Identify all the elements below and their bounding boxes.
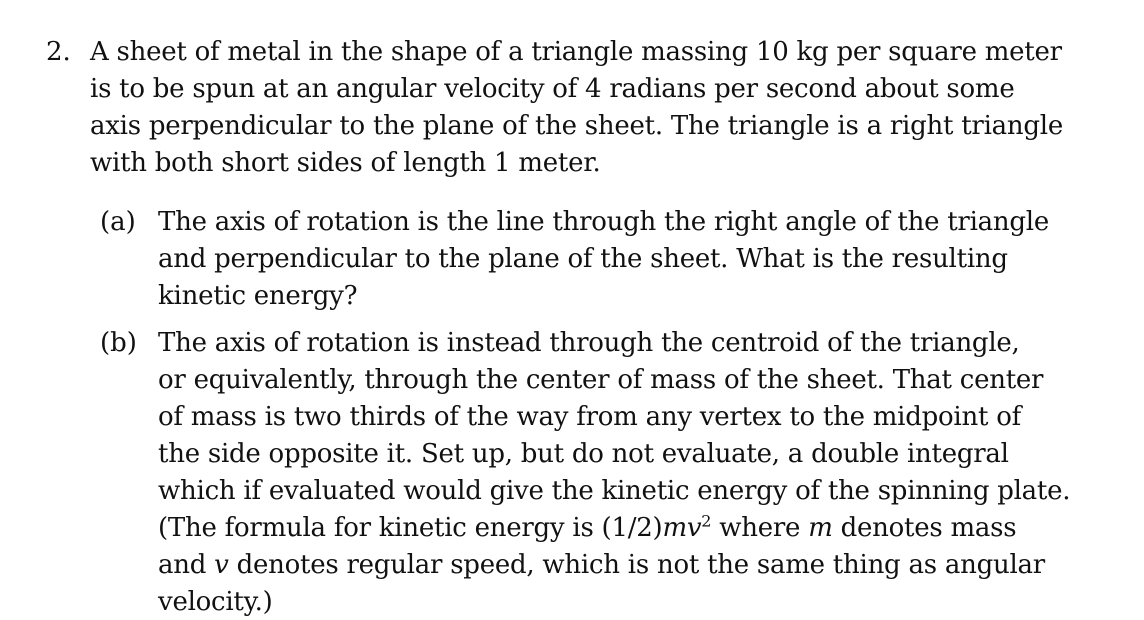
part-b-line-3: of mass is two thirds of the way from any vertex to the midpoint of — [158, 402, 1021, 432]
speed-math-v: v — [214, 550, 229, 580]
formula-exponent: 2 — [701, 511, 712, 531]
part-a-label: (a) — [100, 207, 136, 237]
intro-line-4: with both short sides of length 1 meter. — [90, 148, 601, 178]
intro-line-2: is to be spun at an angular velocity of 4 radians per second about some — [90, 74, 1015, 104]
part-b-label: (b) — [100, 328, 137, 358]
formula-math-mv: mv — [662, 513, 702, 543]
part-b-line-2: or equivalently, through the center of mass of the sheet. That center — [158, 365, 1044, 395]
part-b-line-5: which if evaluated would give the kinetic energy of the spinning plate. — [158, 476, 1071, 506]
formula-text-pre: (The formula for kinetic energy is (1/2) — [158, 513, 663, 543]
intro-line-1: A sheet of metal in the shape of a triangle massing 10 kg per square meter — [90, 37, 1062, 67]
problem-number: 2. — [46, 37, 71, 67]
part-b-formula-line — [158, 510, 1016, 546]
speed-text-pre: and — [158, 550, 215, 580]
part-b-line-1: The axis of rotation is instead through the centroid of the triangle, — [158, 328, 1020, 358]
intro-line-3: axis perpendicular to the plane of the sheet. The triangle is a right triangle — [90, 111, 1063, 141]
formula-text-mid: where — [711, 513, 809, 543]
part-a-line-1: The axis of rotation is the line through the right angle of the triangle — [158, 207, 1050, 237]
part-b-speed-line — [158, 547, 1045, 583]
part-a-line-3: kinetic energy? — [158, 281, 358, 311]
part-a-line-2: and perpendicular to the plane of the sheet. What is the resulting — [158, 244, 1008, 274]
speed-text-post: denotes regular speed, which is not the same thing as angular — [228, 550, 1045, 580]
formula-text-post: denotes mass — [832, 513, 1017, 543]
formula-math-m: m — [808, 513, 833, 543]
part-b-line-4: the side opposite it. Set up, but do not evaluate, a double integral — [158, 439, 1009, 469]
part-b-last-line: velocity.) — [158, 587, 273, 617]
